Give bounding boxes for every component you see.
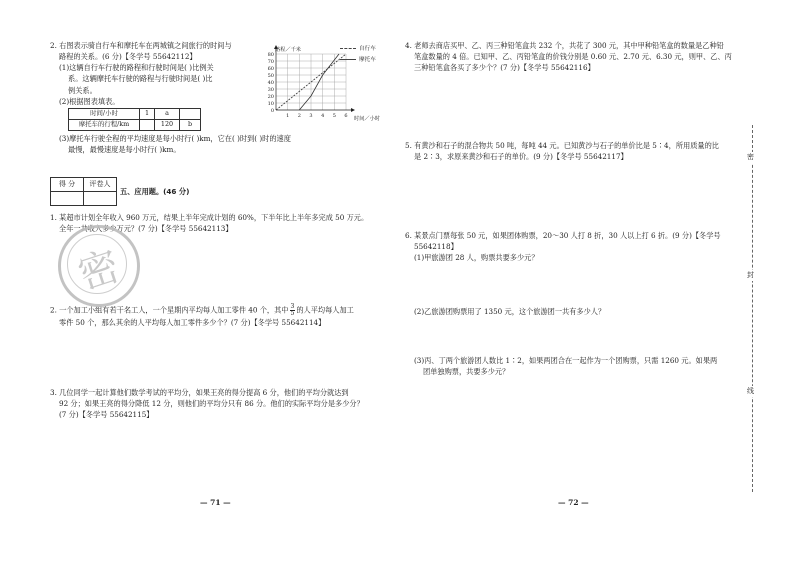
q3-line1: 3. 几位同学一起计算他们数学考试的平均分，如果王亮的得分提高 6 分，他们的平均分就达到 [50, 388, 349, 397]
x-tick-label: 6 [344, 113, 348, 119]
y-tick-label: 30 [267, 86, 274, 93]
q6-sub2: (2)乙旅游团购票用了 1350 元，这个旅游团一共有多少人？ [414, 307, 606, 316]
fraction-denominator: 5 [290, 310, 295, 317]
q4-line3: 三种铅笔盒各买了多少个？(7 分)【冬学号 55642116】 [414, 63, 595, 73]
grader-cell [84, 192, 117, 206]
table-cell: 1 [140, 108, 155, 119]
binding-char-seal2: 封 [747, 271, 754, 279]
legend-entry-bicycle [340, 44, 376, 55]
legend-label: 自行车 [359, 46, 376, 52]
score-table [50, 177, 117, 206]
legend-swatch-dashed [340, 48, 356, 49]
y-tick-label: 0 [270, 107, 274, 114]
application-question-4 [405, 40, 735, 73]
legend-entry-motorcycle [340, 55, 376, 66]
page-number-right: — 72 — [558, 498, 589, 507]
y-tick-label: 80 [267, 51, 274, 58]
application-question-5 [405, 140, 735, 162]
chart-legend [340, 44, 376, 66]
y-tick-label: 50 [267, 72, 274, 79]
table-row [69, 119, 201, 130]
chart-ticks [268, 52, 348, 119]
fraction [290, 304, 296, 317]
x-tick-label: 5 [332, 113, 336, 119]
q4-line1: 4. 老师去商店买甲、乙、丙三种铅笔盒共 232 个，共花了 300 元，其中甲种铅笔盒的数量是乙种铅 [405, 41, 724, 50]
q2-sub1c: 例关系。 [68, 85, 97, 95]
table-row [51, 192, 117, 206]
q6-sub1: (1)甲旅游团 28 人，购票共要多少元？ [414, 253, 539, 263]
q1-line2: 全年一共收入多少万元？(7 分)【冬学号 55642113】 [59, 224, 233, 234]
q2-sub2: (2)根据图表填表。 [59, 96, 120, 106]
binding-char-line: 线 [747, 387, 754, 395]
score-header: 得 分 [51, 178, 84, 192]
table-cell: b [180, 119, 201, 130]
seal-character: 密 [72, 242, 126, 300]
y-tick-label: 60 [267, 65, 274, 72]
table-cell [180, 108, 201, 119]
x-axis-arrow [351, 108, 355, 112]
q5-line1: 5. 有黄沙和石子的混合物共 50 吨，每吨 44 元。已知黄沙与石子的单价比是 5∶4，所用质量的比 [405, 141, 719, 150]
page-number-left: — 71 — [200, 498, 231, 507]
table-cell: a [155, 108, 180, 119]
binding-dashed-line [752, 125, 753, 492]
x-tick-label: 4 [321, 113, 325, 119]
q6-line2: 55642118】 [414, 242, 458, 252]
y-tick-label: 10 [267, 100, 274, 107]
fraction-numerator: 3 [290, 303, 295, 310]
q6-part-3 [405, 355, 735, 377]
q6-part-2 [405, 306, 735, 317]
q2b-line1b: 的人平均每人加工 [296, 305, 354, 315]
q4-line2: 笔盒数量的 4 倍。已知甲、乙、丙铅笔盒的价钱分别是 0.60 元、2.70 元、6.30 元，则甲、乙、丙 [414, 52, 732, 62]
section-title: 五、应用题。(46 分) [120, 187, 190, 196]
q2-sub3a: (3)摩托车行驶全程的平均速度是每小时行( )km，它在( )时到( )时的速度 [59, 133, 291, 143]
y-tick-label: 70 [267, 58, 274, 65]
x-tick-label: 2 [297, 113, 301, 119]
y-tick-label: 40 [267, 79, 274, 86]
q6-sub3a: (3)丙、丁两个旅游团人数比 1∶2，如果两团合在一起作为一个团购票，只需 1260 元。如果两 [414, 356, 718, 365]
fill-table [68, 108, 201, 131]
table-cell: 时间/小时 [69, 108, 140, 119]
x-tick-label: 1 [286, 113, 290, 119]
application-question-2 [50, 304, 385, 328]
application-question-3 [50, 387, 385, 420]
confidential-seal-watermark [58, 225, 140, 307]
q2-line1: 2. 右图表示骑自行车和摩托车在两城镇之间旅行的时间与 [50, 41, 232, 50]
legend-label: 摩托车 [359, 57, 376, 63]
table-cell: 120 [155, 119, 180, 130]
score-box [50, 177, 117, 206]
q2-sub1b: 系。这辆摩托车行驶的路程与行驶时间是( )比 [68, 74, 213, 84]
q2b-line1a: 2. 一个加工小组有若干名工人，一个星期内平均每人加工零件 40 个，其中 [50, 305, 289, 315]
table-cell [140, 119, 155, 130]
q6-sub3b: 团单独购票，共要多少元？ [423, 367, 510, 377]
q2-sub1a: (1)这辆自行车行驶的路程和行驶时间是( )比例关 [59, 63, 214, 73]
grader-header: 评卷人 [84, 178, 117, 192]
score-cell [51, 192, 84, 206]
q3-line3: (7 分)【冬学号 55642115】 [59, 410, 154, 420]
application-question-6 [405, 230, 735, 263]
y-axis-label: 路程／千米 [275, 47, 301, 53]
x-axis-label: 时间／小时 [354, 116, 380, 122]
q6-line1: 6. 某景点门票每张 50 元，如果团体购票，20～30 人打 8 折，30 人以上打 6 折。(9 分)【冬学号 [405, 231, 721, 240]
y-tick-label: 20 [267, 93, 274, 100]
q2-sub3b: 最慢，最慢速度是每小时行( )km。 [68, 145, 181, 155]
q2b-line2: 零件 50 个，那么其余的人平均每人加工零件多少个？(7 分)【冬学号 55642114】 [59, 318, 326, 327]
legend-swatch-solid [340, 59, 356, 60]
table-row [51, 178, 117, 192]
x-tick-label: 3 [309, 113, 313, 119]
table-cell: 摩托车的行程/km [69, 119, 140, 130]
table-row [69, 108, 201, 119]
q1-line1: 1. 某超市计划全年收入 960 万元，结果上半年完成计划的 60%，下半年比上半年多完成 50 万元。 [50, 213, 369, 222]
binding-char-seal: 密 [747, 153, 754, 161]
q2-line2: 路程的关系。(6 分)【冬学号 55642112】 [59, 52, 197, 62]
q5-line2: 是 2∶3，求原来黄沙和石子的单价。(9 分)【冬学号 55642117】 [414, 152, 628, 162]
q3-line2: 92 分；如果王亮的得分降低 12 分，则他们的平均分只有 86 分。他们的实际平均分是多少分？ [59, 399, 364, 409]
